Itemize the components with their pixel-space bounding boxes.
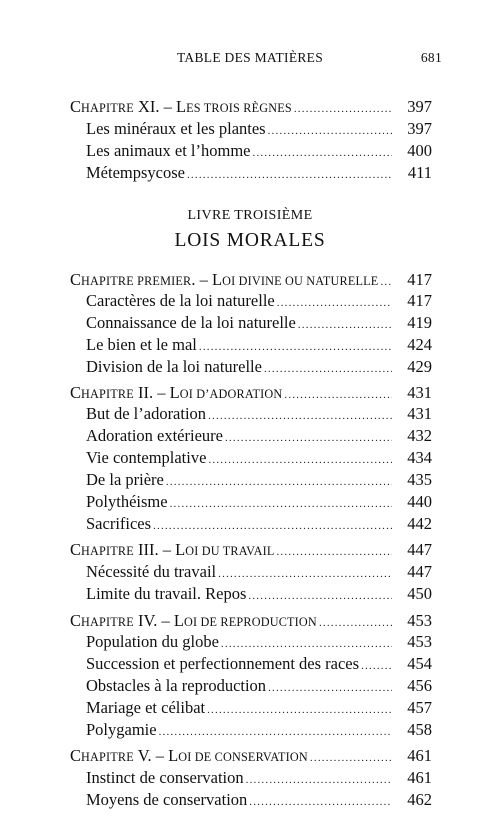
dot-leader (253, 142, 393, 164)
toc-entry[interactable] (86, 561, 432, 583)
chapter-label: CHAPITRE XI. – LES TROIS RÈGNES (70, 97, 292, 116)
entry-label: Instinct de conservation (86, 768, 244, 787)
dot-leader (166, 471, 392, 493)
entry-label: Polythéisme (86, 492, 168, 511)
entry-label: Mariage et célibat (86, 698, 206, 717)
running-header (0, 50, 500, 70)
toc-entry[interactable] (86, 697, 432, 719)
toc-entry[interactable] (86, 425, 432, 447)
page-ref: 450 (407, 584, 432, 603)
entry-label: Caractères de la loi naturelle (86, 291, 275, 310)
toc-entry[interactable] (86, 767, 432, 789)
page-ref: 453 (407, 632, 432, 651)
chapter-label: CHAPITRE V. – LOI DE CONSERVATION (70, 746, 308, 765)
toc-entry[interactable] (86, 356, 432, 378)
toc-entry[interactable] (86, 675, 432, 697)
page-ref: 440 (407, 492, 432, 511)
toc-entry[interactable] (86, 447, 432, 469)
dot-leader (264, 358, 392, 380)
page-ref: 453 (407, 611, 432, 630)
page-ref: 454 (407, 654, 432, 673)
page-ref: 432 (407, 426, 432, 445)
dot-leader (208, 449, 392, 471)
toc-entry[interactable] (86, 583, 432, 605)
page-ref: 397 (407, 97, 432, 116)
toc-entry[interactable] (86, 789, 432, 811)
toc-entry[interactable] (86, 403, 432, 425)
page-ref: 417 (407, 270, 432, 289)
entry-label: Nécessité du travail (86, 562, 217, 581)
page-ref: 419 (407, 313, 432, 332)
entry-label: Population du globe (86, 632, 219, 651)
dot-leader (187, 164, 392, 186)
dot-leader (159, 721, 392, 743)
toc-entry[interactable] (86, 491, 432, 513)
toc-entry[interactable] (86, 312, 432, 334)
toc-entry[interactable] (86, 162, 432, 184)
entry-label: Le bien et le mal (86, 335, 197, 354)
entry-label: Division de la loi naturelle (86, 357, 262, 376)
dot-leader (246, 769, 392, 791)
dot-leader (249, 791, 392, 813)
entry-label: Les minéraux et les plantes (86, 119, 266, 138)
page-ref: 461 (407, 768, 432, 787)
entry-label: Métempsycose (86, 163, 185, 182)
dot-leader (298, 314, 392, 336)
dot-leader (248, 585, 392, 607)
dot-leader (361, 655, 392, 677)
dot-leader (276, 541, 392, 563)
toc-entry[interactable] (86, 140, 432, 162)
dot-leader (268, 677, 392, 699)
book-label: LIVRE TROISIÈME (187, 208, 313, 223)
chapter-label: CHAPITRE PREMIER. – LOI DIVINE OU NATURELLE (70, 270, 379, 289)
dot-leader (225, 427, 392, 449)
page-ref: 458 (407, 720, 432, 739)
page-ref: 431 (407, 383, 432, 402)
page-ref: 431 (407, 404, 432, 423)
dot-leader (170, 493, 392, 515)
page-ref: 461 (407, 746, 432, 765)
page-ref: 442 (407, 514, 432, 533)
entry-label: Limite du travail. Repos (86, 584, 247, 603)
entry-label: Les animaux et l’homme (86, 141, 251, 160)
page-ref: 457 (407, 698, 432, 717)
page-ref: 417 (407, 291, 432, 310)
chapter-heading-1[interactable] (70, 269, 432, 291)
dot-leader (294, 98, 392, 120)
chapter-heading-iv[interactable] (70, 610, 432, 632)
page-ref: 424 (407, 335, 432, 354)
page-ref: 429 (407, 357, 432, 376)
toc-entry[interactable] (86, 290, 432, 312)
entry-label: Moyens de conservation (86, 790, 248, 809)
toc-entry[interactable] (86, 334, 432, 356)
book-title: LOIS MORALES (174, 230, 326, 251)
chapter-label: CHAPITRE IV. – LOI DE REPRODUCTION (70, 611, 317, 630)
dot-leader (153, 515, 392, 537)
page-ref: 447 (407, 562, 432, 581)
chapter-heading-v[interactable] (70, 745, 432, 767)
entry-label: Polygamie (86, 720, 157, 739)
dot-leader (218, 563, 392, 585)
toc-entry[interactable] (86, 469, 432, 491)
toc-entry[interactable] (86, 719, 432, 741)
toc-entry[interactable] (86, 631, 432, 653)
dot-leader (221, 633, 392, 655)
page-ref: 397 (407, 119, 432, 138)
page-ref: 411 (407, 163, 432, 182)
page-ref: 434 (407, 448, 432, 467)
entry-label: Sacrifices (86, 514, 152, 533)
entry-label: Vie contemplative (86, 448, 207, 467)
chapter-heading-ii[interactable] (70, 382, 432, 404)
dot-leader (208, 405, 392, 427)
chapter-label: CHAPITRE III. – LOI DU TRAVAIL (70, 540, 275, 559)
page-ref: 435 (407, 470, 432, 489)
page-ref: 462 (407, 790, 432, 809)
page-ref: 447 (407, 540, 432, 559)
entry-label: Adoration extérieure (86, 426, 223, 445)
entry-label: Obstacles à la reproduction (86, 676, 267, 695)
running-title: TABLE DES MATIÈRES (176, 50, 324, 65)
page-ref: 456 (407, 676, 432, 695)
entry-label: But de l’adoration (86, 404, 207, 423)
entry-label: De la prière (86, 470, 164, 489)
dot-leader (277, 292, 392, 314)
toc-entry[interactable] (86, 653, 432, 675)
dot-leader (310, 747, 392, 769)
page-ref: 400 (407, 141, 432, 160)
toc-entry[interactable] (86, 513, 432, 535)
dot-leader (199, 336, 392, 358)
toc-entry[interactable] (86, 118, 432, 140)
entry-label: Connaissance de la loi naturelle (86, 313, 296, 332)
entry-label: Succession et perfectionnement des races (86, 654, 360, 673)
chapter-label: CHAPITRE II. – LOI D’ADORATION (70, 383, 283, 402)
page-number: 681 (420, 50, 442, 65)
chapter-heading-iii[interactable] (70, 539, 432, 561)
chapter-heading-xi[interactable] (70, 96, 432, 118)
dot-leader (268, 120, 392, 142)
dot-leader (207, 699, 392, 721)
